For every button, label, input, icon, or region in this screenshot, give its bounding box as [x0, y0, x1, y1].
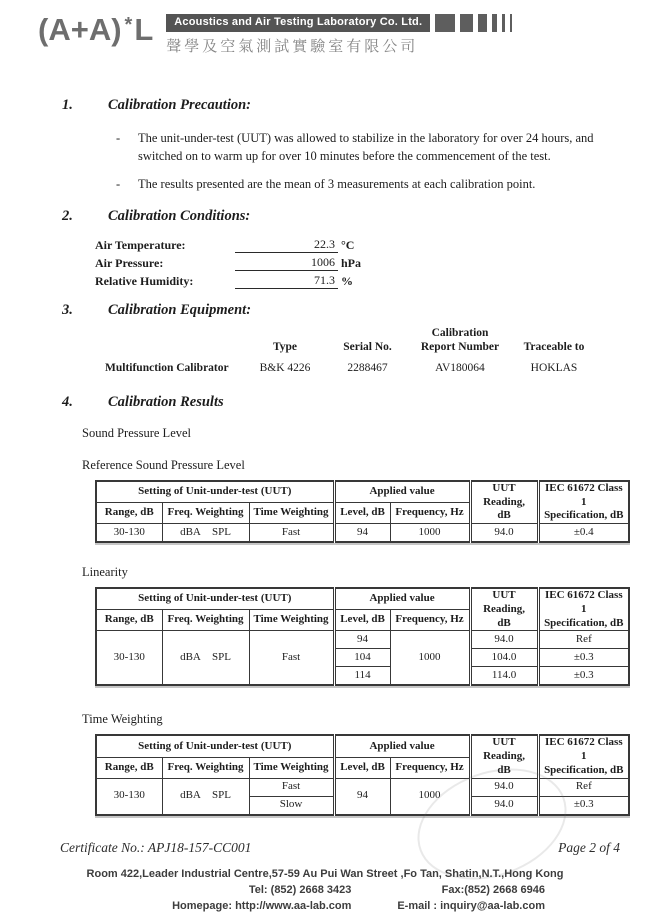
- freq-weighting-value: dBA: [180, 789, 201, 802]
- page-number: Page 2 of 4: [558, 839, 620, 855]
- precaution-bullet: [116, 175, 650, 194]
- logo-bar-icon: [510, 14, 512, 32]
- footer-contact-row: [105, 883, 545, 899]
- table-caption: Time Weighting: [82, 712, 163, 727]
- condition-value: 22.3: [235, 237, 338, 253]
- table-caption: Linearity: [82, 565, 128, 580]
- table-header-line: IEC 61672 Class 1: [544, 481, 623, 508]
- table-header-cell: [538, 481, 629, 524]
- condition-value: 1006: [235, 255, 338, 271]
- table-cell: ±0.4: [538, 524, 629, 543]
- equipment-column-header: [410, 327, 510, 355]
- section-precaution-heading: [62, 96, 650, 116]
- table-row: [96, 631, 629, 649]
- logo-bar-icon: [492, 14, 497, 32]
- bullet-text: The results presented are the mean of 3 measurements at each calibration point.: [138, 177, 536, 192]
- section-number: 4.: [62, 394, 73, 411]
- table-cell: [162, 778, 249, 815]
- table-header-cell: Freq. Weighting: [162, 503, 249, 524]
- table-header-cell: [538, 735, 629, 778]
- table-header-line: IEC 61672 Class 1: [544, 589, 623, 615]
- equipment-column-header: Type: [272, 340, 298, 353]
- table-cell: 94.0: [470, 524, 538, 543]
- equipment-report-number: AV180064: [435, 361, 485, 374]
- table-cell: Fast: [249, 631, 334, 686]
- bullet-dash: -: [116, 130, 121, 145]
- table-header-cell: [470, 481, 538, 524]
- table-row: [96, 524, 629, 543]
- results-group-label: Sound Pressure Level: [82, 425, 192, 440]
- table-header-line: UUT Reading,: [483, 589, 525, 615]
- table-header-cell: Range, dB: [96, 757, 162, 778]
- section-number: 1.: [62, 97, 73, 113]
- table-header-line: Specification, dB: [544, 509, 624, 522]
- section-conditions-heading: [62, 207, 650, 227]
- table-cell: 104.0: [470, 649, 538, 667]
- table-header-line: IEC 61672 Class 1: [544, 736, 623, 763]
- table-cell: 30-130: [96, 524, 162, 543]
- table-header-line: UUT Reading,: [483, 736, 525, 763]
- equipment-header-row: [95, 327, 600, 355]
- table-cell: 94.0: [470, 778, 538, 796]
- freq-weighting-value: dBA: [180, 525, 201, 538]
- equipment-data-row: [95, 362, 600, 376]
- condition-row: [95, 271, 650, 289]
- equipment-serial: 2288467: [347, 361, 388, 374]
- equipment-type: B&K 4226: [259, 361, 311, 374]
- condition-label: Air Temperature:: [95, 238, 186, 253]
- precaution-bullet: [116, 129, 650, 167]
- linearity-table: [95, 587, 630, 686]
- equipment-column-header-line: Calibration: [431, 326, 489, 339]
- equipment-table: [95, 327, 600, 375]
- table-header-line: dB: [497, 616, 511, 629]
- condition-label: Air Pressure:: [95, 256, 164, 271]
- table-header-cell: Freq. Weighting: [162, 610, 249, 631]
- table-header-line: Specification, dB: [544, 616, 624, 629]
- table-header-cell: Applied value: [334, 735, 470, 757]
- table-header-cell: Level, dB: [334, 610, 390, 631]
- table-cell: Slow: [249, 796, 334, 815]
- logo-bar-icon: [435, 14, 455, 32]
- freq-weighting-value: SPL: [211, 789, 231, 802]
- condition-row: [95, 253, 650, 271]
- table-cell: 30-130: [96, 631, 162, 686]
- logo-bar-icon: [460, 14, 473, 32]
- table-cell: ±0.3: [538, 649, 629, 667]
- table-header-cell: Freq. Weighting: [162, 757, 249, 778]
- table-header-cell: Range, dB: [96, 503, 162, 524]
- section-number: 2.: [62, 207, 73, 224]
- table-cell: Ref: [538, 631, 629, 649]
- table-cell: ±0.3: [538, 667, 629, 686]
- section-results-heading: [62, 393, 650, 413]
- equipment-name: Multifunction Calibrator: [105, 361, 229, 374]
- bullet-dash: -: [116, 177, 121, 192]
- table-header-cell: Frequency, Hz: [390, 757, 470, 778]
- condition-unit: °C: [341, 238, 355, 253]
- table-header-cell: Setting of Unit-under-test (UUT): [96, 481, 334, 503]
- logo-bars: [435, 14, 512, 32]
- table-header-cell: Time Weighting: [249, 503, 334, 524]
- table-cell: Ref: [538, 778, 629, 796]
- table-cell: 114.0: [470, 667, 538, 686]
- freq-weighting-value: SPL: [211, 651, 231, 664]
- logo-star: *: [124, 14, 133, 36]
- conditions-block: [95, 235, 650, 289]
- section-title: Calibration Conditions:: [108, 207, 251, 224]
- table-header-line: UUT Reading,: [483, 481, 525, 508]
- table-header-line: dB: [497, 509, 511, 522]
- section-number: 3.: [62, 302, 73, 319]
- section-title: Calibration Precaution:: [108, 97, 252, 113]
- table-cell: 1000: [390, 524, 470, 543]
- table-header-cell: Frequency, Hz: [390, 503, 470, 524]
- table-header-line: Specification, dB: [544, 763, 624, 776]
- footer-email: E-mail : inquiry@aa-lab.com: [397, 899, 545, 912]
- logo-text-pre: (A+A): [38, 12, 122, 47]
- freq-weighting-value: dBA: [180, 651, 201, 664]
- footer-web-row: [105, 899, 545, 915]
- table-caption: Reference Sound Pressure Level: [82, 457, 245, 472]
- table-header-cell: [538, 588, 629, 631]
- table-cell: Fast: [249, 778, 334, 796]
- table-cell: 30-130: [96, 778, 162, 815]
- table-cell: 94.0: [470, 631, 538, 649]
- footer-address-block: [0, 867, 650, 915]
- section-title: Calibration Equipment:: [108, 302, 252, 319]
- equipment-column-header: Serial No.: [343, 340, 392, 353]
- table-header-cell: Setting of Unit-under-test (UUT): [96, 588, 334, 610]
- table-header-cell: Time Weighting: [249, 610, 334, 631]
- condition-unit: hPa: [341, 256, 362, 271]
- table-cell: Fast: [249, 524, 334, 543]
- table-cell: 94: [334, 631, 390, 649]
- ref-spl-table: [95, 480, 630, 543]
- table-header-cell: Frequency, Hz: [390, 610, 470, 631]
- logo-bar-icon: [478, 14, 487, 32]
- footer-address: Room 422,Leader Industrial Centre,57-59 Au Pui Wan Street ,Fo Tan, Shatin,N.T.,Hong Kong: [86, 867, 564, 880]
- table-cell: 104: [334, 649, 390, 667]
- freq-weighting-value: SPL: [211, 525, 231, 538]
- table-cell: 114: [334, 667, 390, 686]
- header: [0, 0, 650, 56]
- footer-fax: Fax:(852) 2668 6946: [441, 883, 545, 896]
- equipment-column-header-line: Report Number: [420, 340, 500, 353]
- section-title: Calibration Results: [108, 394, 224, 411]
- section-equipment-heading: [62, 301, 650, 321]
- company-name-en: Acoustics and Air Testing Laboratory Co. Ltd.: [166, 14, 430, 32]
- footer-homepage: Homepage: http://www.aa-lab.com: [172, 899, 352, 912]
- certificate-number: Certificate No.: APJ18-157-CC001: [60, 839, 252, 855]
- table-cell: 94: [334, 524, 390, 543]
- logo-text-post: L: [134, 12, 154, 47]
- condition-label: Relative Humidity:: [95, 274, 194, 289]
- condition-unit: %: [341, 274, 353, 289]
- table-cell: [162, 631, 249, 686]
- brand-banner-row: [166, 14, 512, 32]
- table-cell: 1000: [390, 778, 470, 815]
- company-name-zh: 聲學及空氣測試實驗室有限公司: [166, 39, 419, 55]
- company-brand: [166, 14, 512, 56]
- equipment-traceable: HOKLAS: [530, 361, 578, 374]
- company-logo: [38, 14, 153, 45]
- table-cell: ±0.3: [538, 796, 629, 815]
- table-header-cell: Setting of Unit-under-test (UUT): [96, 735, 334, 757]
- condition-value: 71.3: [235, 273, 338, 289]
- table-header-cell: [470, 588, 538, 631]
- equipment-column-header: Traceable to: [523, 340, 585, 353]
- table-cell: 94: [334, 778, 390, 815]
- table-header-cell: Applied value: [334, 588, 470, 610]
- table-header-cell: Level, dB: [334, 503, 390, 524]
- table-cell: [162, 524, 249, 543]
- table-cell: 1000: [390, 631, 470, 686]
- table-header-cell: Level, dB: [334, 757, 390, 778]
- logo-bar-icon: [502, 14, 505, 32]
- condition-row: [95, 235, 650, 253]
- table-header-cell: Applied value: [334, 481, 470, 503]
- footer-tel: Tel: (852) 2668 3423: [248, 883, 352, 896]
- table-cell: 94.0: [470, 796, 538, 815]
- bullet-text: The unit-under-test (UUT) was allowed to stabilize in the laboratory for over 24 hours, and switched on to warm up for over 10 minutes before the commencement of the test.: [138, 130, 594, 164]
- table-header-cell: Range, dB: [96, 610, 162, 631]
- table-header-cell: Time Weighting: [249, 757, 334, 778]
- table-header-line: dB: [497, 763, 511, 776]
